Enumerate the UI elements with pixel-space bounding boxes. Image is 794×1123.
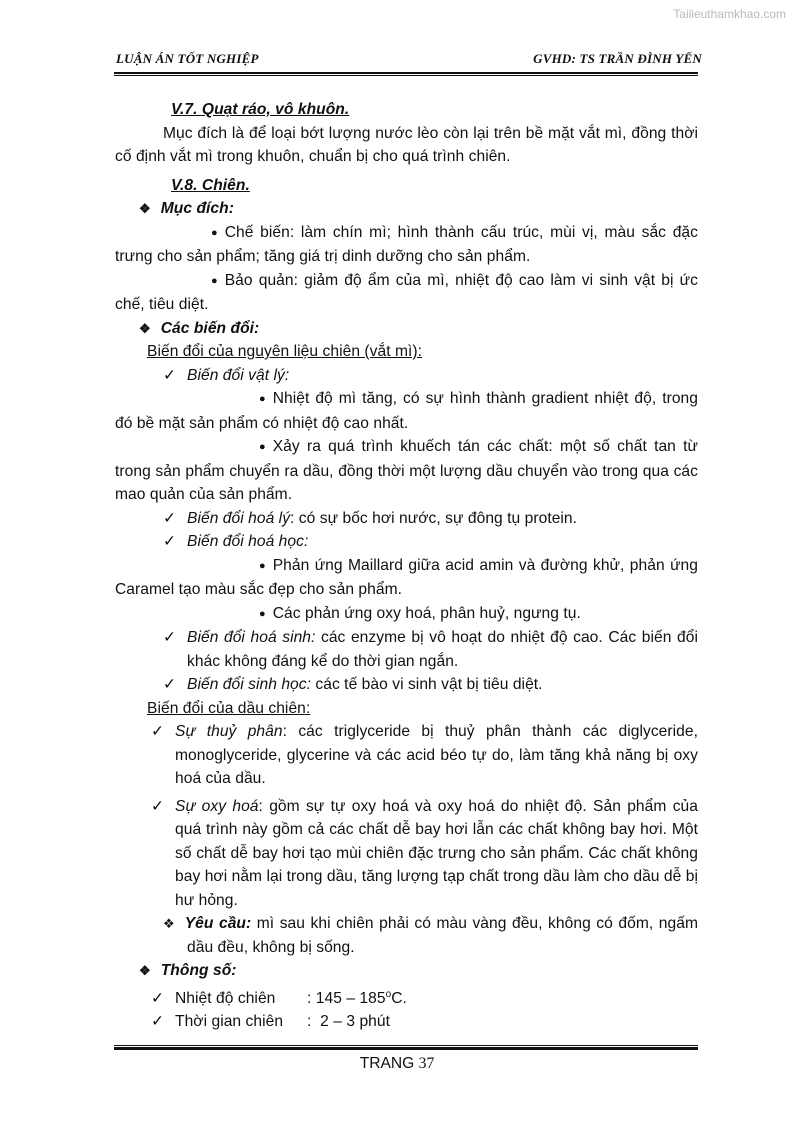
watermark: Tailieuthamkhao.com: [673, 7, 786, 21]
thong-so-row: ✓ Thời gian chiên : 2 – 3 phút: [151, 1010, 698, 1034]
section-v7-title: V.7. Quạt ráo, vô khuôn.: [171, 101, 350, 118]
list-item: ● Các phản ứng oxy hoá, phân huỷ, ngưng tụ.: [115, 602, 698, 627]
oxy-hoa-item: ✓ Sự oxy hoá: gồm sự tự oxy hoá và oxy hoá do nhiệt độ. Sản phẩm của quá trình này gồm cả các chất dễ bay hơi lẫn các chất không bay hơi. Một số chất dễ bay hơi tạo mùi chiên đặc trưng cho sản phẩm. Các chất không bay hơi nằm lại trong dầu, tăng lượng tạp chất trong dầu làm cho dầu dễ bị hư hỏng.: [115, 795, 698, 913]
bullet-dot-icon: ●: [259, 393, 266, 405]
page-number: TRANG 37: [359, 1055, 435, 1072]
nguyen-lieu-heading: Biến đổi của nguyên liệu chiên (vắt mì):: [147, 343, 423, 360]
hoa-hoc-heading: ✓ Biến đổi hoá học:: [163, 530, 698, 554]
vat-ly-heading: ✓ Biến đổi vật lý:: [163, 364, 698, 388]
thuy-phan-item: ✓ Sự thuỷ phân: các triglyceride bị thuỷ phân thành các diglyceride, monoglyceride, glycerine và các acid béo tự do, làm tăng khả năng bị oxy hoá của dầu.: [115, 720, 698, 791]
thong-so-row: ✓ Nhiệt độ chiên : 145 – 185$^o$C.: [151, 983, 698, 1011]
page-body: [115, 97, 698, 1034]
muc-dich-heading: ❖ Mục đích:: [139, 197, 698, 221]
list-item: ● Xảy ra quá trình khuếch tán các chất: một số chất tan từ trong sản phẩm chuyển ra dầu, đồng thời một lượng dầu chuyển vào trong qua các mao quản của sản phẩm.: [115, 438, 698, 503]
bullet-dot-icon: ●: [259, 441, 266, 453]
bullet-dot-icon: ●: [259, 559, 266, 572]
check-icon: ✓: [163, 533, 177, 550]
footer-rule: [114, 1047, 698, 1050]
check-icon: ✓: [163, 629, 177, 646]
bullet-dot-icon: ●: [211, 226, 218, 239]
hoa-ly-item: ✓ Biến đổi hoá lý: có sự bốc hơi nước, sự đông tụ protein.: [163, 507, 698, 531]
thong-so-heading: ❖ Thông số:: [139, 959, 698, 983]
check-icon: ✓: [151, 989, 165, 1007]
diamond-bullet-icon: ❖: [139, 320, 151, 336]
list-item: ● Bảo quản: giảm độ ẩm của mì, nhiệt độ cao làm vi sinh vật bị ức chế, tiêu diệt.: [115, 271, 698, 313]
header-advisor: GVHD: TS TRẦN ĐÌNH YẾN: [533, 51, 702, 66]
section-v7-body: Mục đích là để loại bớt lượng nước lèo còn lại trên bề mặt vắt mì, đồng thời cố định vắt mì trong khuôn, chuẩn bị cho quá trình chiên.: [115, 124, 698, 165]
check-icon: ✓: [151, 1013, 165, 1031]
diamond-bullet-icon: ❖: [139, 201, 151, 216]
bullet-dot-icon: ●: [211, 274, 218, 287]
section-v8-title: V.8. Chiên.: [171, 176, 250, 194]
yeu-cau-item: ❖ Yêu cầu: mì sau khi chiên phải có màu vàng đều, không có đốm, ngấm dầu đều, không bị sống.: [139, 912, 698, 959]
check-icon: ✓: [163, 366, 177, 384]
footer-rule-thin: [114, 1045, 698, 1046]
hoa-sinh-item: ✓ Biến đổi hoá sinh: các enzyme bị vô hoạt do nhiệt độ cao. Các biến đổi khác không đáng kể do thời gian ngắn.: [115, 626, 698, 673]
sinh-hoc-item: ✓ Biến đổi sinh học: các tế bào vi sinh vật bị tiêu diệt.: [163, 673, 698, 697]
check-icon: ✓: [151, 797, 165, 815]
bien-doi-heading: ❖ Các biến đổi:: [139, 317, 698, 341]
header-rule-thin: [114, 75, 698, 76]
header-title: LUẬN ÁN TỐT NGHIỆP: [116, 51, 259, 66]
diamond-bullet-icon: ❖: [139, 963, 151, 978]
list-item: ● Nhiệt độ mì tăng, có sự hình thành gradient nhiệt độ, trong đó bề mặt sản phẩm có nhiệt độ cao nhất.: [115, 390, 698, 432]
dau-chien-heading: Biến đổi của dầu chiên:: [147, 699, 311, 717]
bullet-dot-icon: ●: [259, 607, 266, 620]
check-icon: ✓: [151, 723, 165, 740]
check-icon: ✓: [163, 676, 177, 693]
header-rule: [114, 72, 698, 74]
list-item: ● Phản ứng Maillard giữa acid amin và đường khử, phản ứng Caramel tạo màu sắc đẹp cho sản phẩm.: [115, 556, 698, 598]
list-item: ● Chế biến: làm chín mì; hình thành cấu trúc, mùi vị, màu sắc đặc trưng cho sản phẩm; tăng giá trị dinh dưỡng cho sản phẩm.: [115, 223, 698, 265]
check-icon: ✓: [163, 509, 177, 527]
diamond-bullet-icon: ❖: [163, 916, 175, 931]
